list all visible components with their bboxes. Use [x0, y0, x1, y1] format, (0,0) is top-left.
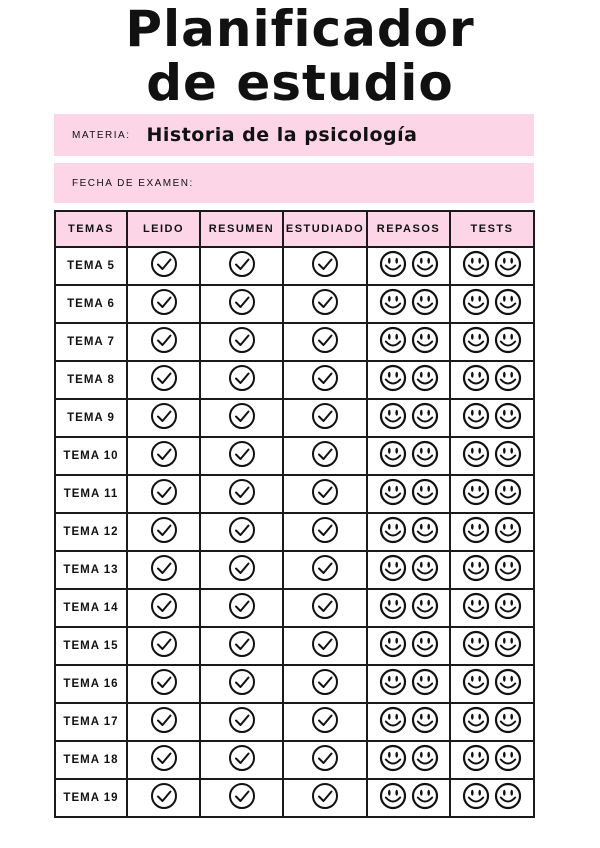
estudiado-cell[interactable] [283, 399, 367, 437]
smiley-face-icon[interactable] [462, 288, 490, 321]
column-header-leido: LEIDO [127, 211, 200, 247]
title-line-1: Planificador [125, 0, 475, 58]
smiley-face-icon[interactable] [462, 364, 490, 397]
leido-cell[interactable] [127, 323, 200, 361]
repasos-cell [367, 513, 450, 551]
table-row [55, 399, 534, 437]
repasos-cell [367, 361, 450, 399]
smiley-face-icon[interactable] [411, 554, 439, 587]
smiley-face-icon[interactable] [379, 706, 407, 739]
tema-label: TEMA 10 [55, 437, 127, 475]
check-circle-icon[interactable] [228, 782, 256, 815]
leido-cell[interactable] [127, 589, 200, 627]
leido-cell[interactable] [127, 513, 200, 551]
repasos-cell [367, 589, 450, 627]
tema-label: TEMA 6 [55, 285, 127, 323]
smiley-face-icon[interactable] [462, 326, 490, 359]
smiley-face-icon[interactable] [462, 250, 490, 283]
check-circle-icon[interactable] [228, 478, 256, 511]
smiley-face-icon[interactable] [379, 288, 407, 321]
check-circle-icon[interactable] [228, 326, 256, 359]
smiley-face-icon[interactable] [462, 592, 490, 625]
check-circle-icon[interactable] [150, 478, 178, 511]
resumen-cell[interactable] [200, 323, 283, 361]
tema-label: TEMA 14 [55, 589, 127, 627]
smiley-face-icon[interactable] [494, 706, 522, 739]
check-circle-icon[interactable] [228, 630, 256, 663]
tests-cell [450, 741, 534, 779]
repasos-cell [367, 399, 450, 437]
table-row [55, 779, 534, 817]
smiley-face-icon[interactable] [462, 440, 490, 473]
check-circle-icon[interactable] [228, 744, 256, 777]
repasos-cell [367, 627, 450, 665]
smiley-face-icon[interactable] [379, 554, 407, 587]
check-circle-icon[interactable] [150, 554, 178, 587]
repasos-cell [367, 741, 450, 779]
tests-cell [450, 703, 534, 741]
smiley-face-icon[interactable] [494, 326, 522, 359]
repasos-cell [367, 437, 450, 475]
check-circle-icon[interactable] [311, 364, 339, 397]
smiley-face-icon[interactable] [494, 782, 522, 815]
table-row [55, 703, 534, 741]
smiley-face-icon[interactable] [379, 440, 407, 473]
leido-cell[interactable] [127, 551, 200, 589]
smiley-face-icon[interactable] [411, 782, 439, 815]
page-title [0, 2, 600, 110]
estudiado-cell[interactable] [283, 627, 367, 665]
leido-cell[interactable] [127, 437, 200, 475]
smiley-face-icon[interactable] [411, 364, 439, 397]
estudiado-cell[interactable] [283, 551, 367, 589]
materia-value[interactable]: Historia de la psicología [146, 124, 418, 146]
leido-cell[interactable] [127, 247, 200, 285]
smiley-face-icon[interactable] [494, 554, 522, 587]
tema-label: TEMA 17 [55, 703, 127, 741]
check-circle-icon[interactable] [150, 516, 178, 549]
table-row [55, 741, 534, 779]
check-circle-icon[interactable] [311, 744, 339, 777]
leido-cell[interactable] [127, 703, 200, 741]
smiley-face-icon[interactable] [411, 668, 439, 701]
smiley-face-icon[interactable] [411, 592, 439, 625]
smiley-face-icon[interactable] [379, 744, 407, 777]
tests-cell [450, 247, 534, 285]
smiley-face-icon[interactable] [411, 440, 439, 473]
smiley-face-icon[interactable] [494, 402, 522, 435]
check-circle-icon[interactable] [150, 440, 178, 473]
table-header-row [55, 211, 534, 247]
smiley-face-icon[interactable] [462, 744, 490, 777]
repasos-cell [367, 475, 450, 513]
smiley-face-icon[interactable] [379, 250, 407, 283]
resumen-cell[interactable] [200, 665, 283, 703]
smiley-face-icon[interactable] [462, 706, 490, 739]
tests-cell [450, 665, 534, 703]
smiley-face-icon[interactable] [494, 516, 522, 549]
check-circle-icon[interactable] [150, 744, 178, 777]
resumen-cell[interactable] [200, 475, 283, 513]
leido-cell[interactable] [127, 665, 200, 703]
resumen-cell[interactable] [200, 513, 283, 551]
estudiado-cell[interactable] [283, 513, 367, 551]
table-row [55, 323, 534, 361]
exam-date-field[interactable] [54, 163, 534, 203]
check-circle-icon[interactable] [150, 364, 178, 397]
smiley-face-icon[interactable] [411, 402, 439, 435]
column-header-tests: TESTS [450, 211, 534, 247]
check-circle-icon[interactable] [150, 288, 178, 321]
resumen-cell[interactable] [200, 779, 283, 817]
estudiado-cell[interactable] [283, 589, 367, 627]
resumen-cell[interactable] [200, 589, 283, 627]
tema-label: TEMA 18 [55, 741, 127, 779]
tema-label: TEMA 15 [55, 627, 127, 665]
estudiado-cell[interactable] [283, 741, 367, 779]
check-circle-icon[interactable] [150, 326, 178, 359]
smiley-face-icon[interactable] [411, 706, 439, 739]
smiley-face-icon[interactable] [494, 288, 522, 321]
column-header-resumen: RESUMEN [200, 211, 283, 247]
smiley-face-icon[interactable] [379, 364, 407, 397]
tests-cell [450, 513, 534, 551]
resumen-cell[interactable] [200, 285, 283, 323]
leido-cell[interactable] [127, 475, 200, 513]
check-circle-icon[interactable] [228, 440, 256, 473]
estudiado-cell[interactable] [283, 703, 367, 741]
check-circle-icon[interactable] [228, 516, 256, 549]
check-circle-icon[interactable] [311, 630, 339, 663]
repasos-cell [367, 665, 450, 703]
smiley-face-icon[interactable] [462, 478, 490, 511]
smiley-face-icon[interactable] [494, 250, 522, 283]
table-row [55, 361, 534, 399]
tests-cell [450, 551, 534, 589]
tema-label: TEMA 9 [55, 399, 127, 437]
smiley-face-icon[interactable] [494, 744, 522, 777]
smiley-face-icon[interactable] [462, 630, 490, 663]
resumen-cell[interactable] [200, 551, 283, 589]
check-circle-icon[interactable] [150, 630, 178, 663]
smiley-face-icon[interactable] [411, 630, 439, 663]
resumen-cell[interactable] [200, 361, 283, 399]
check-circle-icon[interactable] [311, 402, 339, 435]
smiley-face-icon[interactable] [462, 402, 490, 435]
estudiado-cell[interactable] [283, 323, 367, 361]
tema-label: TEMA 11 [55, 475, 127, 513]
leido-cell[interactable] [127, 361, 200, 399]
column-header-estudiado: ESTUDIADO [283, 211, 367, 247]
smiley-face-icon[interactable] [462, 516, 490, 549]
smiley-face-icon[interactable] [379, 326, 407, 359]
tests-cell [450, 361, 534, 399]
table-row [55, 551, 534, 589]
leido-cell[interactable] [127, 399, 200, 437]
check-circle-icon[interactable] [311, 782, 339, 815]
check-circle-icon[interactable] [150, 668, 178, 701]
resumen-cell[interactable] [200, 703, 283, 741]
estudiado-cell[interactable] [283, 779, 367, 817]
materia-field[interactable] [54, 114, 534, 156]
smiley-face-icon[interactable] [379, 782, 407, 815]
tests-cell [450, 589, 534, 627]
tema-label: TEMA 5 [55, 247, 127, 285]
smiley-face-icon[interactable] [411, 478, 439, 511]
tema-label: TEMA 7 [55, 323, 127, 361]
smiley-face-icon[interactable] [494, 630, 522, 663]
repasos-cell [367, 703, 450, 741]
smiley-face-icon[interactable] [411, 516, 439, 549]
check-circle-icon[interactable] [228, 402, 256, 435]
smiley-face-icon[interactable] [494, 592, 522, 625]
exam-date-label: FECHA DE EXAMEN: [72, 177, 194, 189]
estudiado-cell[interactable] [283, 437, 367, 475]
check-circle-icon[interactable] [228, 554, 256, 587]
title-line-2: de estudio [146, 54, 454, 112]
check-circle-icon[interactable] [150, 402, 178, 435]
leido-cell[interactable] [127, 741, 200, 779]
check-circle-icon[interactable] [311, 706, 339, 739]
repasos-cell [367, 779, 450, 817]
check-circle-icon[interactable] [228, 668, 256, 701]
column-header-repasos: REPASOS [367, 211, 450, 247]
check-circle-icon[interactable] [311, 554, 339, 587]
tema-label: TEMA 12 [55, 513, 127, 551]
tema-label: TEMA 19 [55, 779, 127, 817]
smiley-face-icon[interactable] [411, 288, 439, 321]
smiley-face-icon[interactable] [494, 364, 522, 397]
table-row [55, 627, 534, 665]
tema-label: TEMA 13 [55, 551, 127, 589]
table-row [55, 665, 534, 703]
check-circle-icon[interactable] [311, 288, 339, 321]
smiley-face-icon[interactable] [379, 402, 407, 435]
estudiado-cell[interactable] [283, 247, 367, 285]
column-header-temas: TEMAS [55, 211, 127, 247]
table-row [55, 285, 534, 323]
table-row [55, 247, 534, 285]
smiley-face-icon[interactable] [379, 478, 407, 511]
smiley-face-icon[interactable] [462, 782, 490, 815]
check-circle-icon[interactable] [228, 250, 256, 283]
study-table [54, 210, 535, 818]
tests-cell [450, 437, 534, 475]
smiley-face-icon[interactable] [411, 250, 439, 283]
repasos-cell [367, 285, 450, 323]
tests-cell [450, 627, 534, 665]
check-circle-icon[interactable] [228, 288, 256, 321]
smiley-face-icon[interactable] [379, 630, 407, 663]
check-circle-icon[interactable] [311, 326, 339, 359]
estudiado-cell[interactable] [283, 475, 367, 513]
materia-label: MATERIA: [72, 129, 131, 141]
estudiado-cell[interactable] [283, 285, 367, 323]
resumen-cell[interactable] [200, 437, 283, 475]
table-row [55, 475, 534, 513]
smiley-face-icon[interactable] [411, 326, 439, 359]
smiley-face-icon[interactable] [379, 668, 407, 701]
check-circle-icon[interactable] [311, 516, 339, 549]
resumen-cell[interactable] [200, 247, 283, 285]
check-circle-icon[interactable] [311, 668, 339, 701]
tests-cell [450, 779, 534, 817]
resumen-cell[interactable] [200, 627, 283, 665]
check-circle-icon[interactable] [150, 250, 178, 283]
check-circle-icon[interactable] [311, 250, 339, 283]
leido-cell[interactable] [127, 627, 200, 665]
table-row [55, 437, 534, 475]
tema-label: TEMA 8 [55, 361, 127, 399]
smiley-face-icon[interactable] [411, 744, 439, 777]
check-circle-icon[interactable] [228, 364, 256, 397]
check-circle-icon[interactable] [150, 706, 178, 739]
leido-cell[interactable] [127, 779, 200, 817]
smiley-face-icon[interactable] [494, 440, 522, 473]
check-circle-icon[interactable] [150, 592, 178, 625]
check-circle-icon[interactable] [228, 592, 256, 625]
check-circle-icon[interactable] [311, 592, 339, 625]
estudiado-cell[interactable] [283, 665, 367, 703]
tests-cell [450, 323, 534, 361]
smiley-face-icon[interactable] [462, 554, 490, 587]
tests-cell [450, 399, 534, 437]
leido-cell[interactable] [127, 285, 200, 323]
smiley-face-icon[interactable] [379, 592, 407, 625]
tema-label: TEMA 16 [55, 665, 127, 703]
tests-cell [450, 285, 534, 323]
smiley-face-icon[interactable] [462, 668, 490, 701]
table-row [55, 589, 534, 627]
table-row [55, 513, 534, 551]
smiley-face-icon[interactable] [379, 516, 407, 549]
resumen-cell[interactable] [200, 399, 283, 437]
repasos-cell [367, 323, 450, 361]
check-circle-icon[interactable] [311, 478, 339, 511]
smiley-face-icon[interactable] [494, 668, 522, 701]
check-circle-icon[interactable] [311, 440, 339, 473]
estudiado-cell[interactable] [283, 361, 367, 399]
check-circle-icon[interactable] [150, 782, 178, 815]
check-circle-icon[interactable] [228, 706, 256, 739]
smiley-face-icon[interactable] [494, 478, 522, 511]
repasos-cell [367, 247, 450, 285]
resumen-cell[interactable] [200, 741, 283, 779]
repasos-cell [367, 551, 450, 589]
tests-cell [450, 475, 534, 513]
